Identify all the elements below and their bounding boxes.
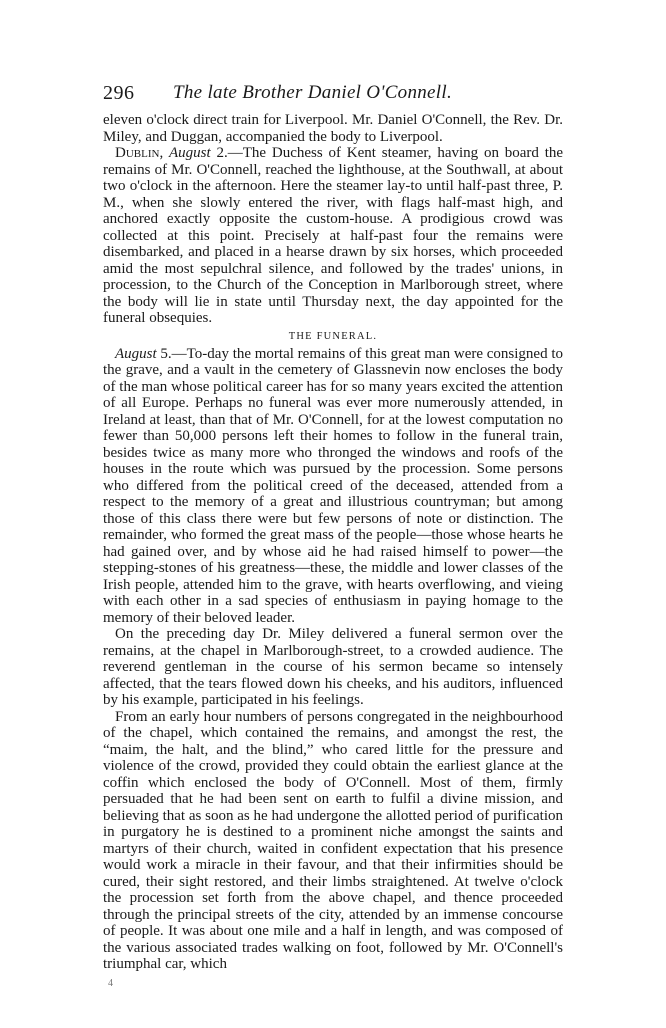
dateline-place: Dublin, xyxy=(115,145,164,161)
signature-mark: 4 xyxy=(108,978,113,989)
paragraph-text: 2.—The Duchess of Kent steamer, having on board the remains of Mr. O'Connell, reached the lighthouse, at the Southwall, at about two o'clock in the afternoon. Here the steamer lay-to until half-past three, P. M., when she slowly entered the river, with flags half-mast high, and anchored exactly opposite the custom-house. A prodigious crowd was collected at this point. Precisely at half-past four the remains were disembarked, and placed in a hearse drawn by six horses, which proceeded amid the most sepulchral silence, and followed by the trades' unions, in procession, to the Church of the Conception in Marlborough street, where the body will lie in state until Thursday next, the day appointed for the funeral obsequies. xyxy=(103,145,564,326)
paragraph-text: From an early hour numbers of persons congregated in the neighbourhood of the chapel, which contained the remains, and amongst the rest, the “maim, the halt, and the blind,” who cared little for the pressure and violence of the crowd, provided they could obtain the earliest glance at the coffin which enclosed the body of O'Connell. Most of them, firmly persuaded that he had been sent on earth to fulfil a divine mission, and believing that as soon as he had undergone the allotted period of purification in purgatory he is destined to a prominent niche amongst the saints and martyrs of their church, waited in confident expectation that his presence would work a miracle in their favour, and that their infirmities should be cured, their sight restored, and their limbs straightened. At twelve o'clock the procession set forth from the above chapel, and thence proceeded through the principal streets of the city, attended by an immense concourse of people. It was about one mile and a half in length, and was composed of the various associated trades walking on foot, followed by Mr. O'Connell's triumphal car, which xyxy=(103,708,563,972)
paragraph-text: eleven o'clock direct train for Liverpool. Mr. Daniel O'Connell, the Rev. Dr. Miley, and Duggan, accompanied the body to Liverpool. xyxy=(103,112,563,145)
page-header xyxy=(103,82,563,108)
paragraph-procession xyxy=(103,709,563,973)
paragraph-continuation xyxy=(103,112,563,145)
section-heading: THE FUNERAL. xyxy=(288,330,378,342)
page-body xyxy=(103,112,563,973)
paragraph-funeral xyxy=(103,346,563,627)
running-title: The late Brother Daniel O'Connell. xyxy=(173,82,453,103)
page-number: 296 xyxy=(103,82,135,104)
dateline-month: August xyxy=(115,345,157,362)
paragraph-sermon xyxy=(103,626,563,709)
paragraph-dublin xyxy=(103,145,563,327)
paragraph-text: On the preceding day Dr. Miley delivered a funeral sermon over the remains, at the chapel in Marlborough-street, to a crowded audience. The reverend gentleman in the course of his sermon became so intensely affected, that the tears flowed down his cheeks, and his auditors, influenced by his example, participated in his feelings. xyxy=(103,626,563,708)
dateline-month: August xyxy=(169,145,211,161)
paragraph-text: 5.—To-day the mortal remains of this great man were consigned to the grave, and a vault in the cemetery of Glassnevin now encloses the body of the man whose political career has for so many years excited the attention of all Europe. Perhaps no funeral was ever more numerously attended, in Ireland at least, than that of Mr. O'Connell, for at the lowest computation no fewer than 50,000 persons left their homes to follow in the funeral train, besides twice as many more who thronged the windows and roofs of the houses in the route which was pursued by the procession. Some persons who differed from the political creed of the deceased, attended from a respect to the memory of a great and illustrious countryman; but among those of this class there were but few persons of note or distinction. The remainder, who formed the great mass of the people—those whose hearts he had gained over, and by whose aid he had raised himself to power—the stepping-stones of his greatness—these, the middle and lower classes of the Irish people, attended him to the grave, with hearts overflowing, and vieing with each other in a sad species of enthusiasm in paying homage to the memory of their beloved leader. xyxy=(103,345,564,626)
